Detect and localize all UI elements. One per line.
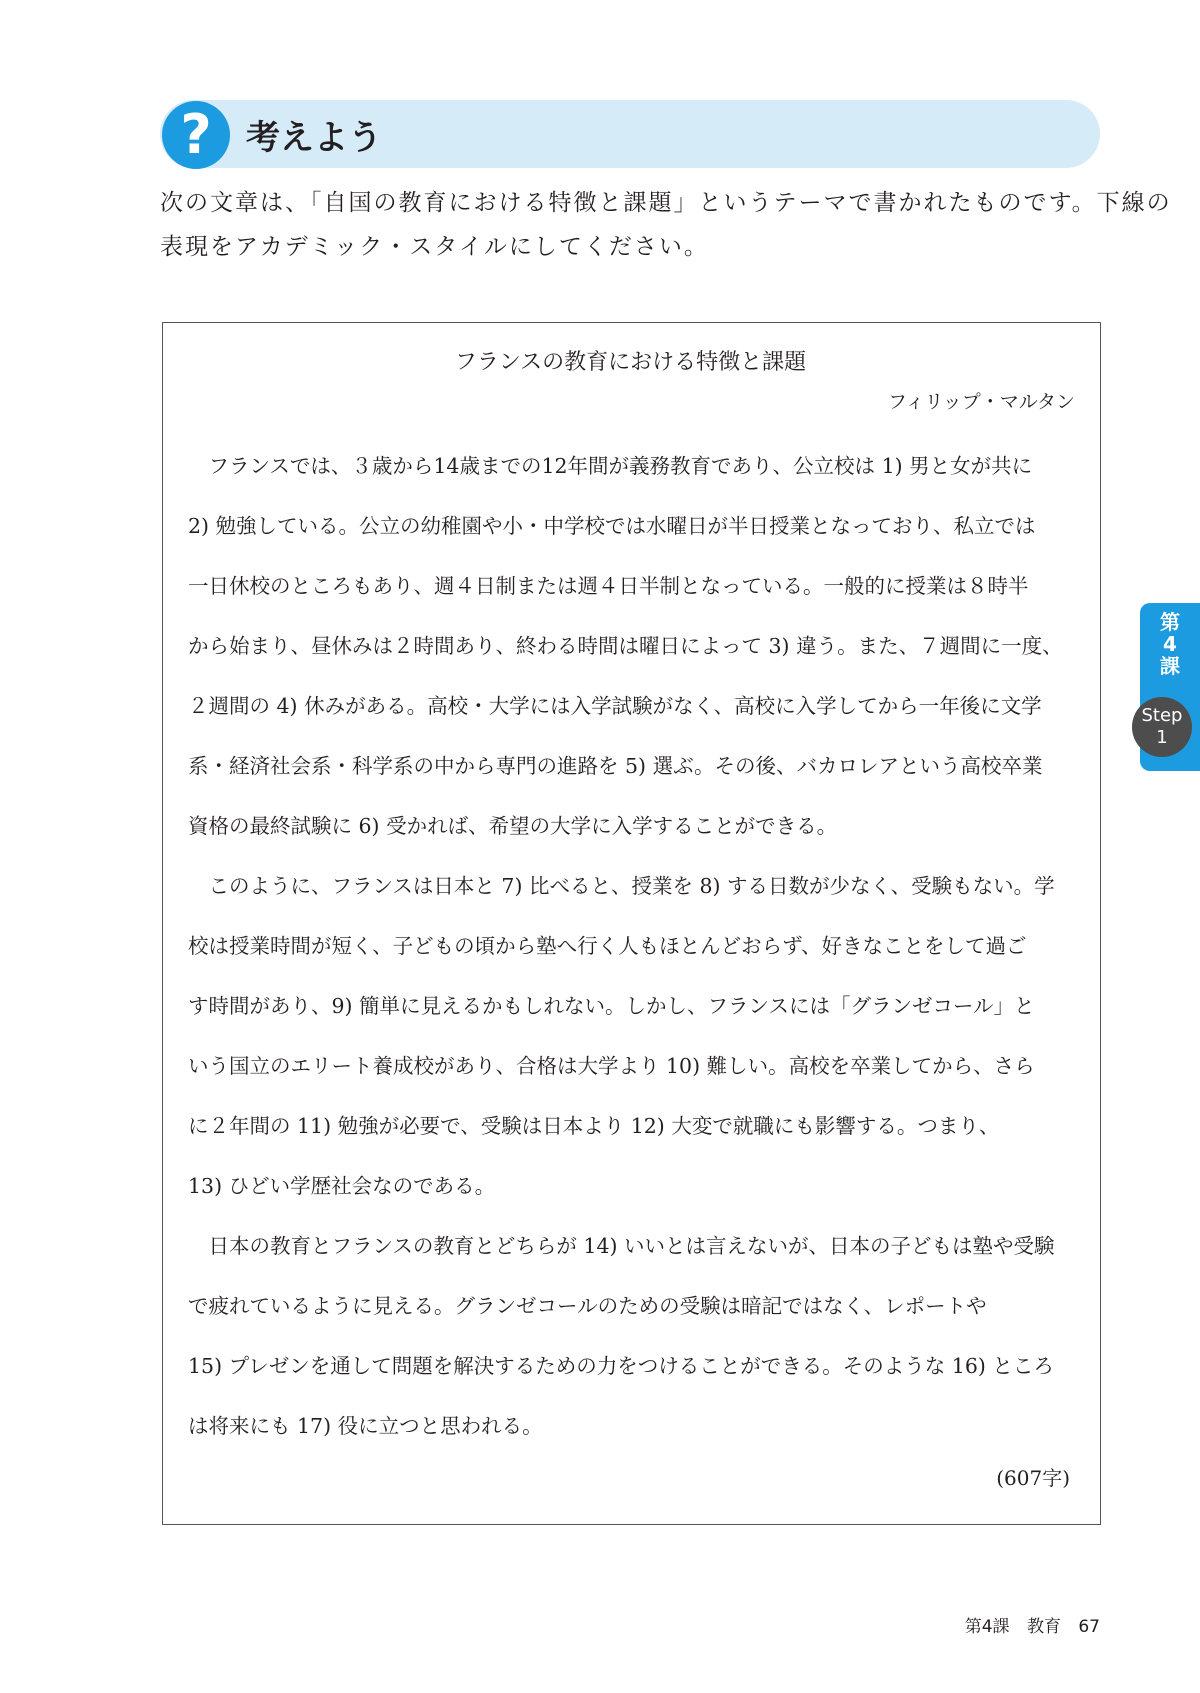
essay-line: 15) プレゼンを通して問題を解決するための力をつけることができる。そのような 16) ところ: [188, 1354, 1054, 1378]
essay-line: す時間があり、9) 簡単に見えるかもしれない。しかし、フランスには「グランゼコール」と: [188, 994, 1035, 1018]
essay-line: 校は授業時間が短く、子どもの頃から塾へ行く人もほとんどおらず、好きなことをして過ご: [188, 934, 1027, 958]
instruction-line-2: 表現をアカデミック・スタイルにしてください。: [160, 234, 709, 260]
page-number: 67: [1078, 1617, 1100, 1637]
essay-line: に２年間の 11) 勉強が必要で、受験は日本より 12) 大変で就職にも影響する。つまり、: [188, 1114, 1000, 1138]
question-mark-icon: ?: [162, 101, 230, 169]
essay-line: 2) 勉強している。公立の幼稚園や小・中学校では水曜日が半日授業となっており、私立では: [188, 514, 1036, 538]
page-footer: [953, 1612, 1100, 1637]
lesson-tab-char: 第: [1160, 610, 1180, 634]
essay-line: ２週間の 4) 休みがある。高校・大学には入学試験がなく、高校に入学してから一年後に文学: [188, 694, 1042, 718]
step-number: 1: [1156, 727, 1168, 748]
footer-topic: 教育: [1026, 1617, 1061, 1637]
footer-lesson: 第4課: [964, 1617, 1010, 1637]
essay-line: で疲れているように見える。グランゼコールのための受験は暗記ではなく、レポートや: [188, 1294, 987, 1318]
essay-line: 13) ひどい学歴社会なのである。: [188, 1174, 496, 1198]
section-title: 考えよう: [246, 118, 382, 158]
word-count: (607字): [996, 1466, 1070, 1490]
lesson-tab-char: 課: [1160, 654, 1180, 678]
step-badge: [1132, 697, 1192, 757]
essay-line: 日本の教育とフランスの教育とどちらが 14) いいとは言えないが、日本の子どもは塾や受験: [188, 1234, 1055, 1258]
essay-line: は将来にも 17) 役に立つと思われる。: [188, 1414, 543, 1438]
essay-line: このように、フランスは日本と 7) 比べると、授業を 8) する日数が少なく、受験もない。学: [188, 874, 1055, 898]
essay-line: 資格の最終試験に 6) 受かれば、希望の大学に入学することができる。: [188, 814, 838, 838]
essay-line: 一日休校のところもあり、週４日制または週４日半制となっている。一般的に授業は８時半: [188, 574, 1029, 598]
essay-author: フィリップ・マルタン: [888, 391, 1075, 413]
essay-line: 系・経済社会系・科学系の中から専門の進路を 5) 選ぶ。その後、バカロレアという高校卒業: [188, 754, 1043, 778]
essay-box: [162, 322, 1101, 1525]
lesson-tab-label: [1140, 611, 1200, 677]
essay-line: いう国立のエリート養成校があり、合格は大学より 10) 難しい。高校を卒業してから、さら: [188, 1054, 1035, 1078]
step-label: Step: [1141, 705, 1183, 726]
instruction-line-1: 次の文章は、「自国の教育における特徴と課題」というテーマで書かれたものです。下線の: [160, 190, 1172, 216]
essay-line: フランスでは、３歳から14歳までの12年間が義務教育であり、公立校は 1) 男と女が共に: [188, 454, 1033, 478]
lesson-side-tab: [1140, 603, 1200, 771]
essay-title: フランスの教育における特徴と課題: [454, 350, 807, 375]
lesson-tab-number: 4: [1163, 632, 1177, 656]
essay-line: から始まり、昼休みは２時間あり、終わる時間は曜日によって 3) 違う。また、７週間に一度、: [188, 634, 1063, 658]
